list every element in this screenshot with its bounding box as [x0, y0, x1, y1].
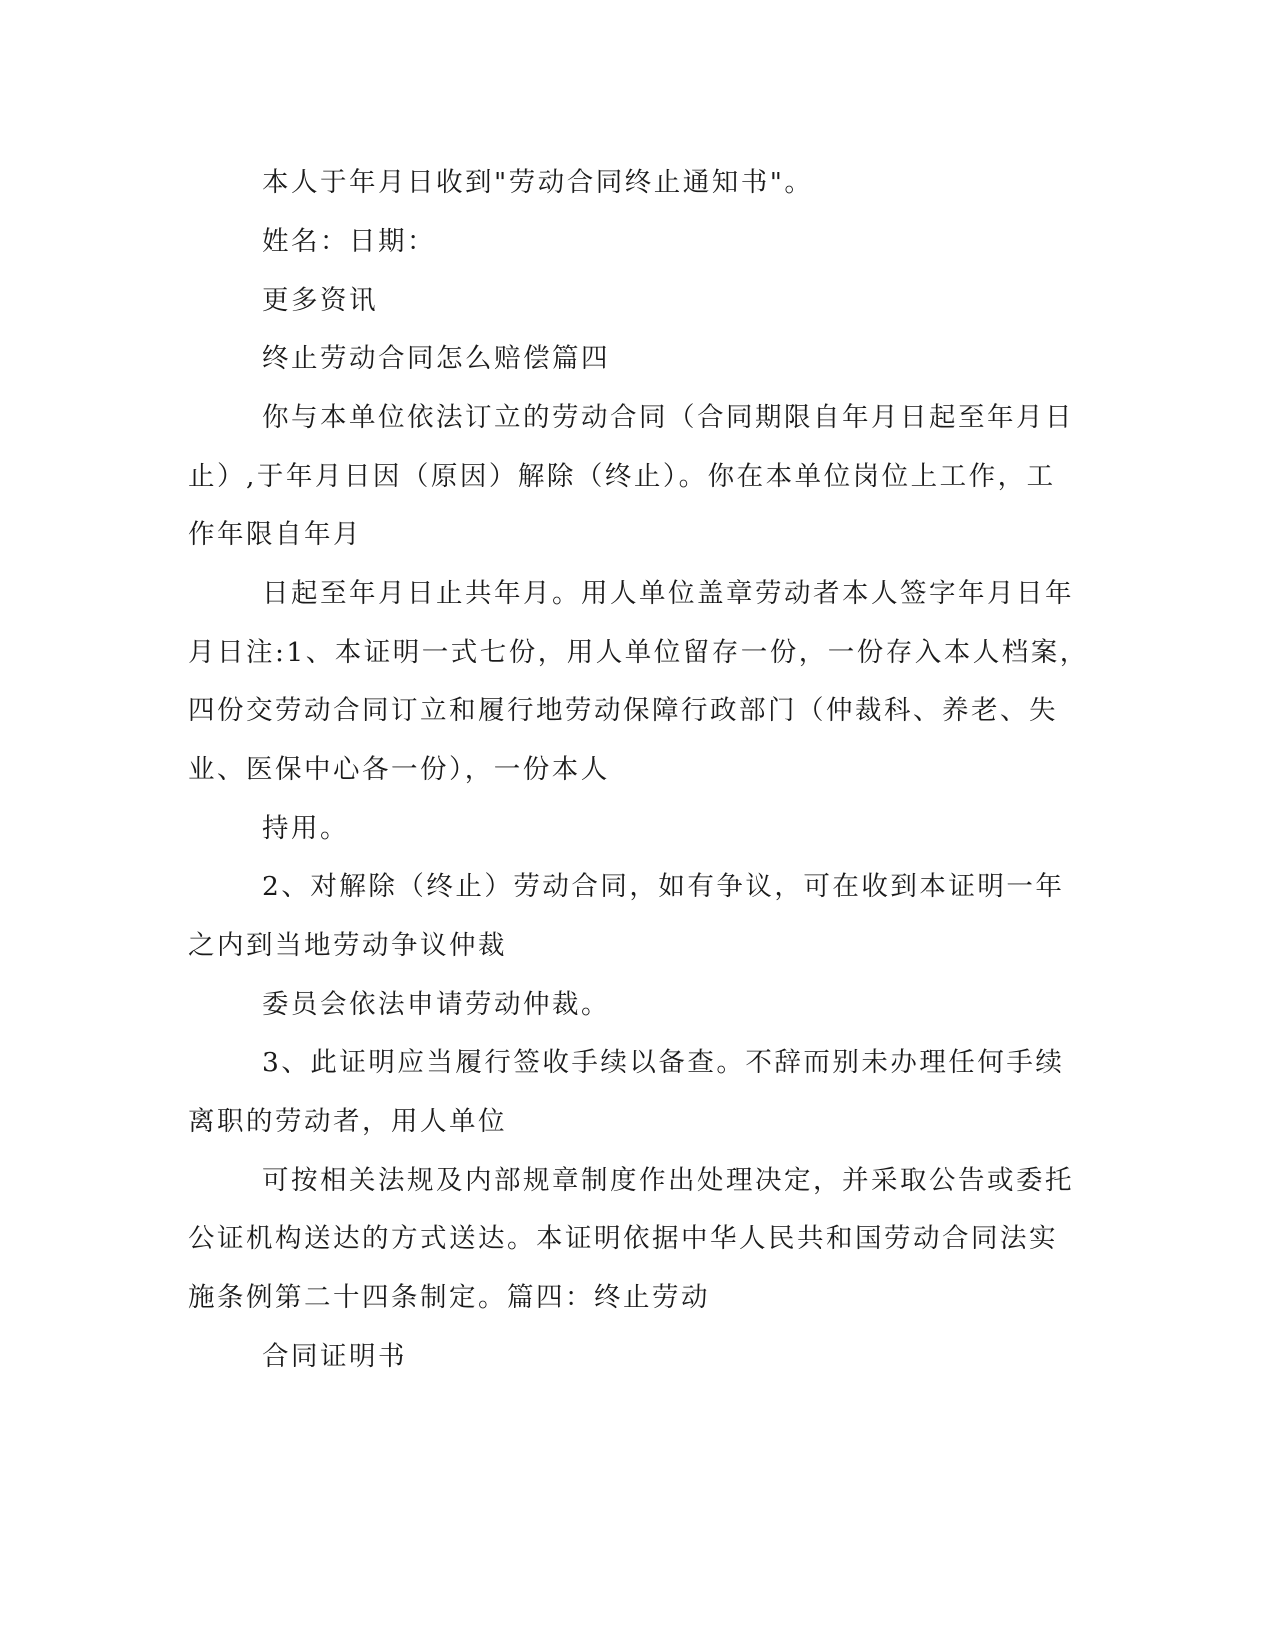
text-line: 止）,于年月日因（原因）解除（终止）。你在本单位岗位上工作，工 [188, 461, 1056, 492]
text-line: 作年限自年月 [188, 519, 362, 550]
text-line: 月日注:1、本证明一式七份，用人单位留存一份，一份存入本人档案， [188, 637, 1089, 668]
text-line: 你与本单位依法订立的劳动合同（合同期限自年月日起至年月日 [262, 402, 1074, 433]
text-line: 日起至年月日止共年月。用人单位盖章劳动者本人签字年月日年 [262, 578, 1074, 609]
text-line: 施条例第二十四条制定。篇四：终止劳动 [188, 1282, 710, 1313]
text-line: 离职的劳动者，用人单位 [188, 1106, 507, 1137]
text-line: 之内到当地劳动争议仲裁 [188, 930, 507, 961]
text-line: 合同证明书 [262, 1341, 407, 1372]
text-line: 持用。 [262, 813, 349, 844]
text-line: 姓名：日期： [262, 226, 436, 257]
text-line: 委员会依法申请劳动仲裁。 [262, 989, 610, 1020]
section-heading: 终止劳动合同怎么赔偿篇四 [262, 343, 610, 374]
text-line: 四份交劳动合同订立和履行地劳动保障行政部门（仲裁科、养老、失 [188, 695, 1058, 726]
text-line: 本人于年月日收到"劳动合同终止通知书"。 [262, 167, 814, 198]
text-line: 2、对解除（终止）劳动合同，如有争议，可在收到本证明一年 [262, 871, 1065, 902]
text-line: 公证机构送达的方式送达。本证明依据中华人民共和国劳动合同法实 [188, 1223, 1058, 1254]
text-line: 3、此证明应当履行签收手续以备查。不辞而别未办理任何手续 [262, 1047, 1065, 1078]
text-line: 业、医保中心各一份），一份本人 [188, 754, 610, 785]
text-line: 更多资讯 [262, 285, 378, 316]
text-line: 可按相关法规及内部规章制度作出处理决定，并采取公告或委托 [262, 1165, 1074, 1196]
